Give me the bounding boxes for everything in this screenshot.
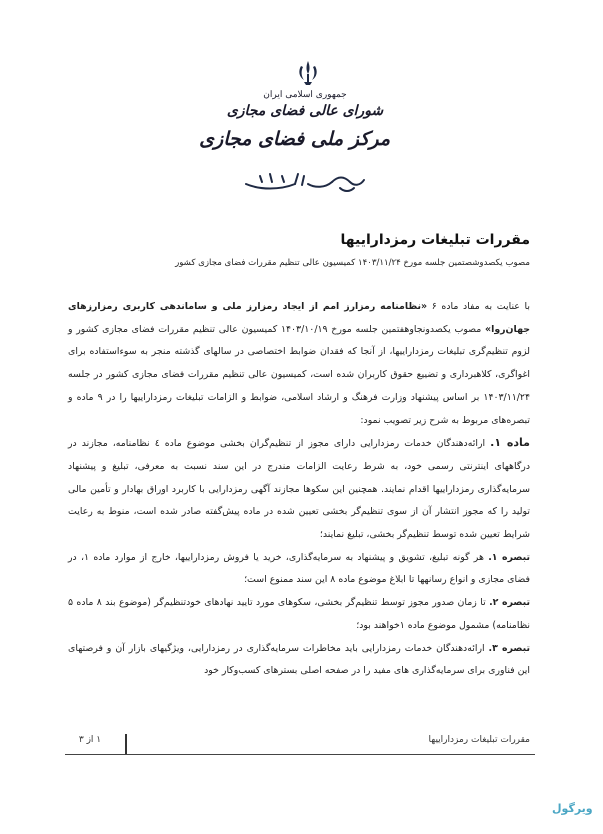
note-3 (68, 638, 530, 683)
article-1-label: ماده ۱. (490, 436, 530, 450)
article-1 (68, 432, 530, 547)
header-country: جمهوری اسلامی ایران (263, 90, 347, 100)
note-3-label: تبصره ۳. (488, 642, 530, 654)
article-1-text: ارائه‌دهندگان خدمات رمزدارایی دارای مجوز از تنظیم‌گران بخشی موضوع ماده ٤ نظامنامه، مجازند در درگاههای اینترنتی رسمی خود، به شرط رعایت الزامات مندرج در این سند نسبت به معرفی، تبلیغ و پیشنهاد سرمایه‌گذاری رمزداراییها اقدام نمایند. همچنین این سکوها مجازند آگهی رمزدارایی با کاربرد اوراق بهادار و تأمین مالی تولید را که مجوز انتشار آن از سوی تنظیم‌گر بخشی تعیین شده در ماده پیش‌گفته صادر شده است، منوط به رعایت شرایط تعیین شده توسط تنظیم‌گر بخشی، تبلیغ نمایند؛ (68, 438, 530, 541)
watermark-logo: ویرگول (552, 802, 593, 815)
bismillah-calligraphy-icon (240, 168, 370, 194)
footer-separator (125, 734, 127, 754)
document-body (68, 296, 530, 683)
header-center: مرکز ملی فضای مجازی (199, 128, 390, 150)
footer-title: مقررات تبلیغات رمزداراییها (428, 735, 530, 745)
note-1-text: هر گونه تبلیغ، تشویق و پیشنهاد به سرمایه‌گذاری، خرید یا فروش رمزداراییها، خارج از موارد ماده ۱، در فضای مجازی و انواع رسانهها تا ابلاغ موضوع ماده ۸ این سند ممنوع است؛ (68, 551, 530, 586)
header-council: شورای عالی فضای مجازی (226, 103, 384, 119)
iran-emblem-icon (293, 58, 323, 88)
footer-divider (65, 754, 535, 755)
document-title: مقررات تبلیغات رمزداراییها (340, 232, 530, 248)
note-2-text: تا زمان صدور مجوز توسط تنظیم‌گر بخشی، سکوهای مورد تایید نهادهای خودتنظیم‌گر (موضوع بند ۸ ماده ۵ نظامنامه) مشمول موضوع ماده ۱خواهند بود؛ (68, 597, 530, 631)
note-2 (68, 592, 530, 637)
document-subtitle: مصوب یکصدوشصتمین جلسه مورخ ۱۴۰۳/۱۱/۲۴ کمیسیون عالی تنظیم مقررات فضای مجازی کشور (175, 258, 530, 268)
note-3-text: ارائه‌دهندگان خدمات رمزدارایی باید مخاطرات سرمایه‌گذاری در رمزدارایی، ویژگیهای بازار آن و فرصتهای این فناوری برای سرمایه‌گذاری های مفید را در صفحه اصلی بسترهای کسب‌وکار خود (68, 642, 530, 677)
intro-paragraph: با عنایت به مفاد ماده ۶ «نظامنامه رمزارز امم از ایجاد رمزارز ملی و ساماندهی کاربری رمزارزهای جهان‌روا» مصوب یکصدونجاوهفتمین جلسه مورخ ۱۴۰۳/۱۰/۱۹ کمیسیون عالی تنظیم مقررات فضای مجازی کشور و لزوم تنظیم‌گری تبلیغات رمزداراییها، از آنجا که فقدان ضوابط اختصاصی در سالهای گذشته منجر به سوءاستفاده برای اغواگری، کلاهبرداری و تضییع حقوق کاربران شده است، کمیسیون عالی تنظیم مقررات فضای مجازی کشور در جلسه ۱۴۰۳/۱۱/۲۴ بر اساس پیشنهاد وزارت فرهنگ و ارشاد اسلامی، ضوابط و الزامات تبلیغات رمزداراییها را در ۹ ماده و تبصره‌های مربوط به شرح زیر تصویب نمود: (68, 301, 531, 426)
page-number: ۱ از ۳ (78, 735, 102, 745)
note-1 (68, 547, 530, 592)
note-2-label: تبصره ۲. (489, 597, 530, 609)
note-1-label: تبصره ۱. (488, 551, 531, 563)
